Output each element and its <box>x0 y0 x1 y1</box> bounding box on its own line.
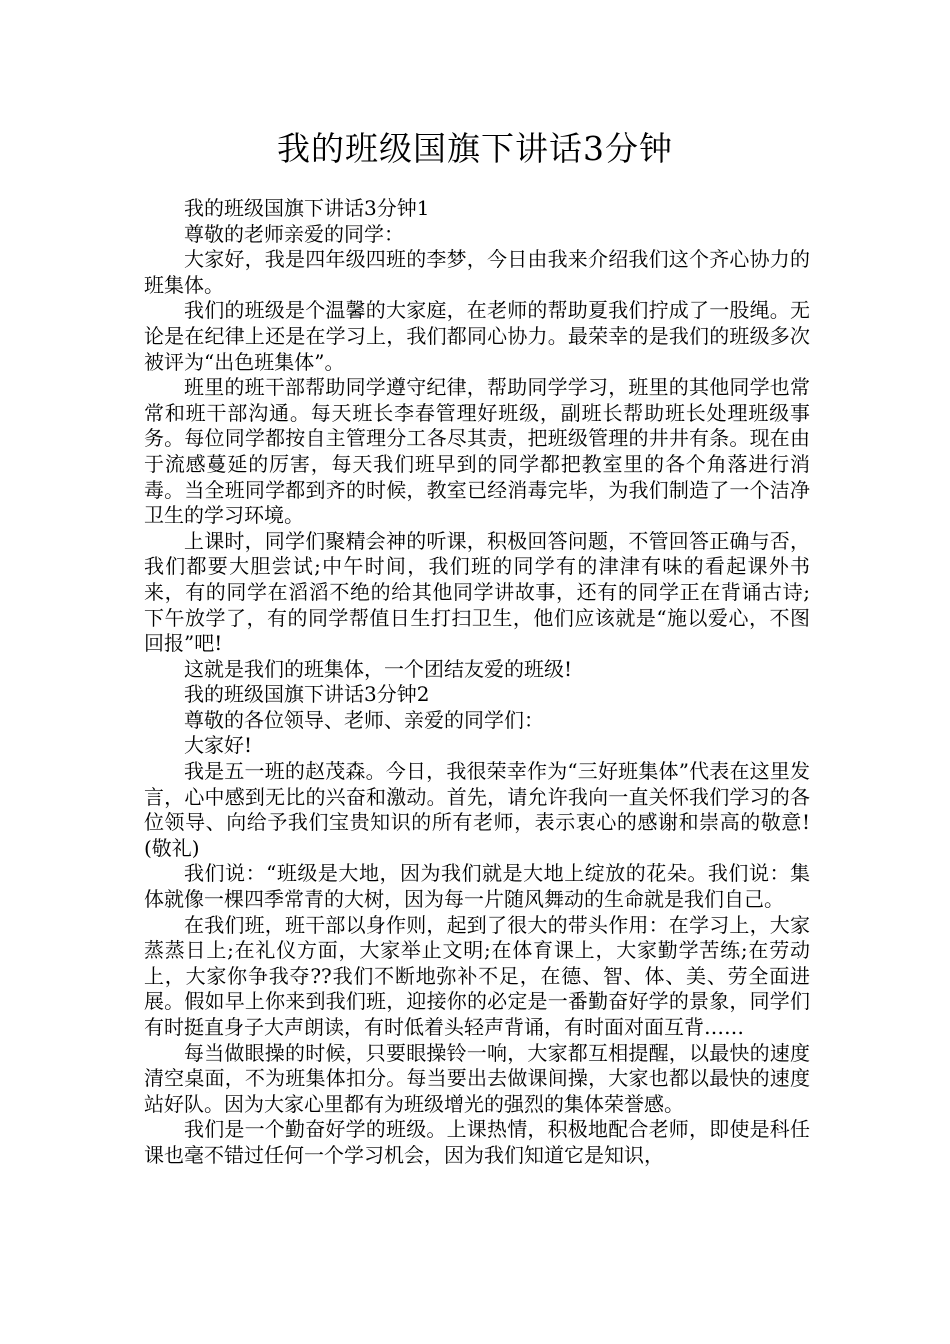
paragraph: 我们说：“班级是大地，因为我们就是大地上绽放的花朵。我们说：集体就像一棵四季常青的大树，因为每一片随风舞动的生命就是我们自己。 <box>144 861 810 912</box>
paragraph: 尊敬的各位领导、老师、亲爱的同学们： <box>184 707 544 732</box>
paragraph: 我的班级国旗下讲话3分钟2 <box>184 682 430 707</box>
paragraph: 在我们班，班干部以身作则，起到了很大的带头作用：在学习上，大家蒸蒸日上;在礼仪方面，大家举止文明;在体育课上，大家勤学苦练;在劳动上，大家你争我夺??我们不断地弥补不足，在德、智、体、美、劳全面进展。假如早上你来到我们班，迎接你的必定是一番勤奋好学的景象，同学们有时挺直身子大声朗读，有时低着头轻声背诵，有时面对面互背…… <box>144 912 810 1039</box>
paragraph: 我的班级国旗下讲话3分钟1 <box>184 196 430 220</box>
paragraph: 大家好，我是四年级四班的李梦，今日由我来介绍我们这个齐心协力的班集体。 <box>144 247 810 297</box>
paragraph: 班里的班干部帮助同学遵守纪律，帮助同学学习，班里的其他同学也常常和班干部沟通。每天班长李春管理好班级，副班长帮助班长处理班级事务。每位同学都按自主管理分工各尽其责，把班级管理的井井有条。现在由于流感蔓延的厉害，每天我们班早到的同学都把教室里的各个角落进行消毒。当全班同学都到齐的时候，教室已经消毒完毕，为我们制造了一个洁净卫生的学习环境。 <box>144 375 810 528</box>
paragraph: 我们是一个勤奋好学的班级。上课热情，积极地配合老师，即使是科任课也毫不错过任何一个学习机会，因为我们知道它是知识， <box>144 1117 810 1167</box>
paragraph: 上课时，同学们聚精会神的听课，积极回答问题，不管回答正确与否，我们都要大胆尝试;中午时间，我们班的同学有的津津有味的看起课外书来，有的同学在滔滔不绝的给其他同学讲故事，还有的同学正在背诵古诗;下午放学了，有的同学帮值日生打扫卫生，他们应该就是“施以爱心，不图回报”吧! <box>144 528 810 656</box>
document-body <box>144 196 810 1169</box>
page-title: 我的班级国旗下讲话3分钟 <box>277 129 673 168</box>
paragraph: 我是五一班的赵茂森。今日，我很荣幸作为“三好班集体”代表在这里发言，心中感到无比的兴奋和激动。首先，请允许我向一直关怀我们学习的各位领导、向给予我们宝贵知识的所有老师，表示衷心的感谢和崇高的敬意!(敬礼) <box>144 759 810 860</box>
paragraph: 大家好! <box>184 733 253 758</box>
paragraph: 我们的班级是个温馨的大家庭，在老师的帮助夏我们拧成了一股绳。无论是在纪律上还是在学习上，我们都同心协力。最荣幸的是我们的班级多次被评为“出色班集体”。 <box>144 298 810 374</box>
paragraph: 每当做眼操的时候，只要眼操铃一响，大家都互相提醒，以最快的速度清空桌面，不为班集体扣分。每当要出去做课间操，大家也都以最快的速度站好队。因为大家心里都有为班级增光的强烈的集体荣誉感。 <box>144 1040 810 1116</box>
paragraph: 尊敬的老师亲爱的同学： <box>184 221 404 246</box>
paragraph: 这就是我们的班集体，一个团结友爱的班级! <box>184 656 573 681</box>
